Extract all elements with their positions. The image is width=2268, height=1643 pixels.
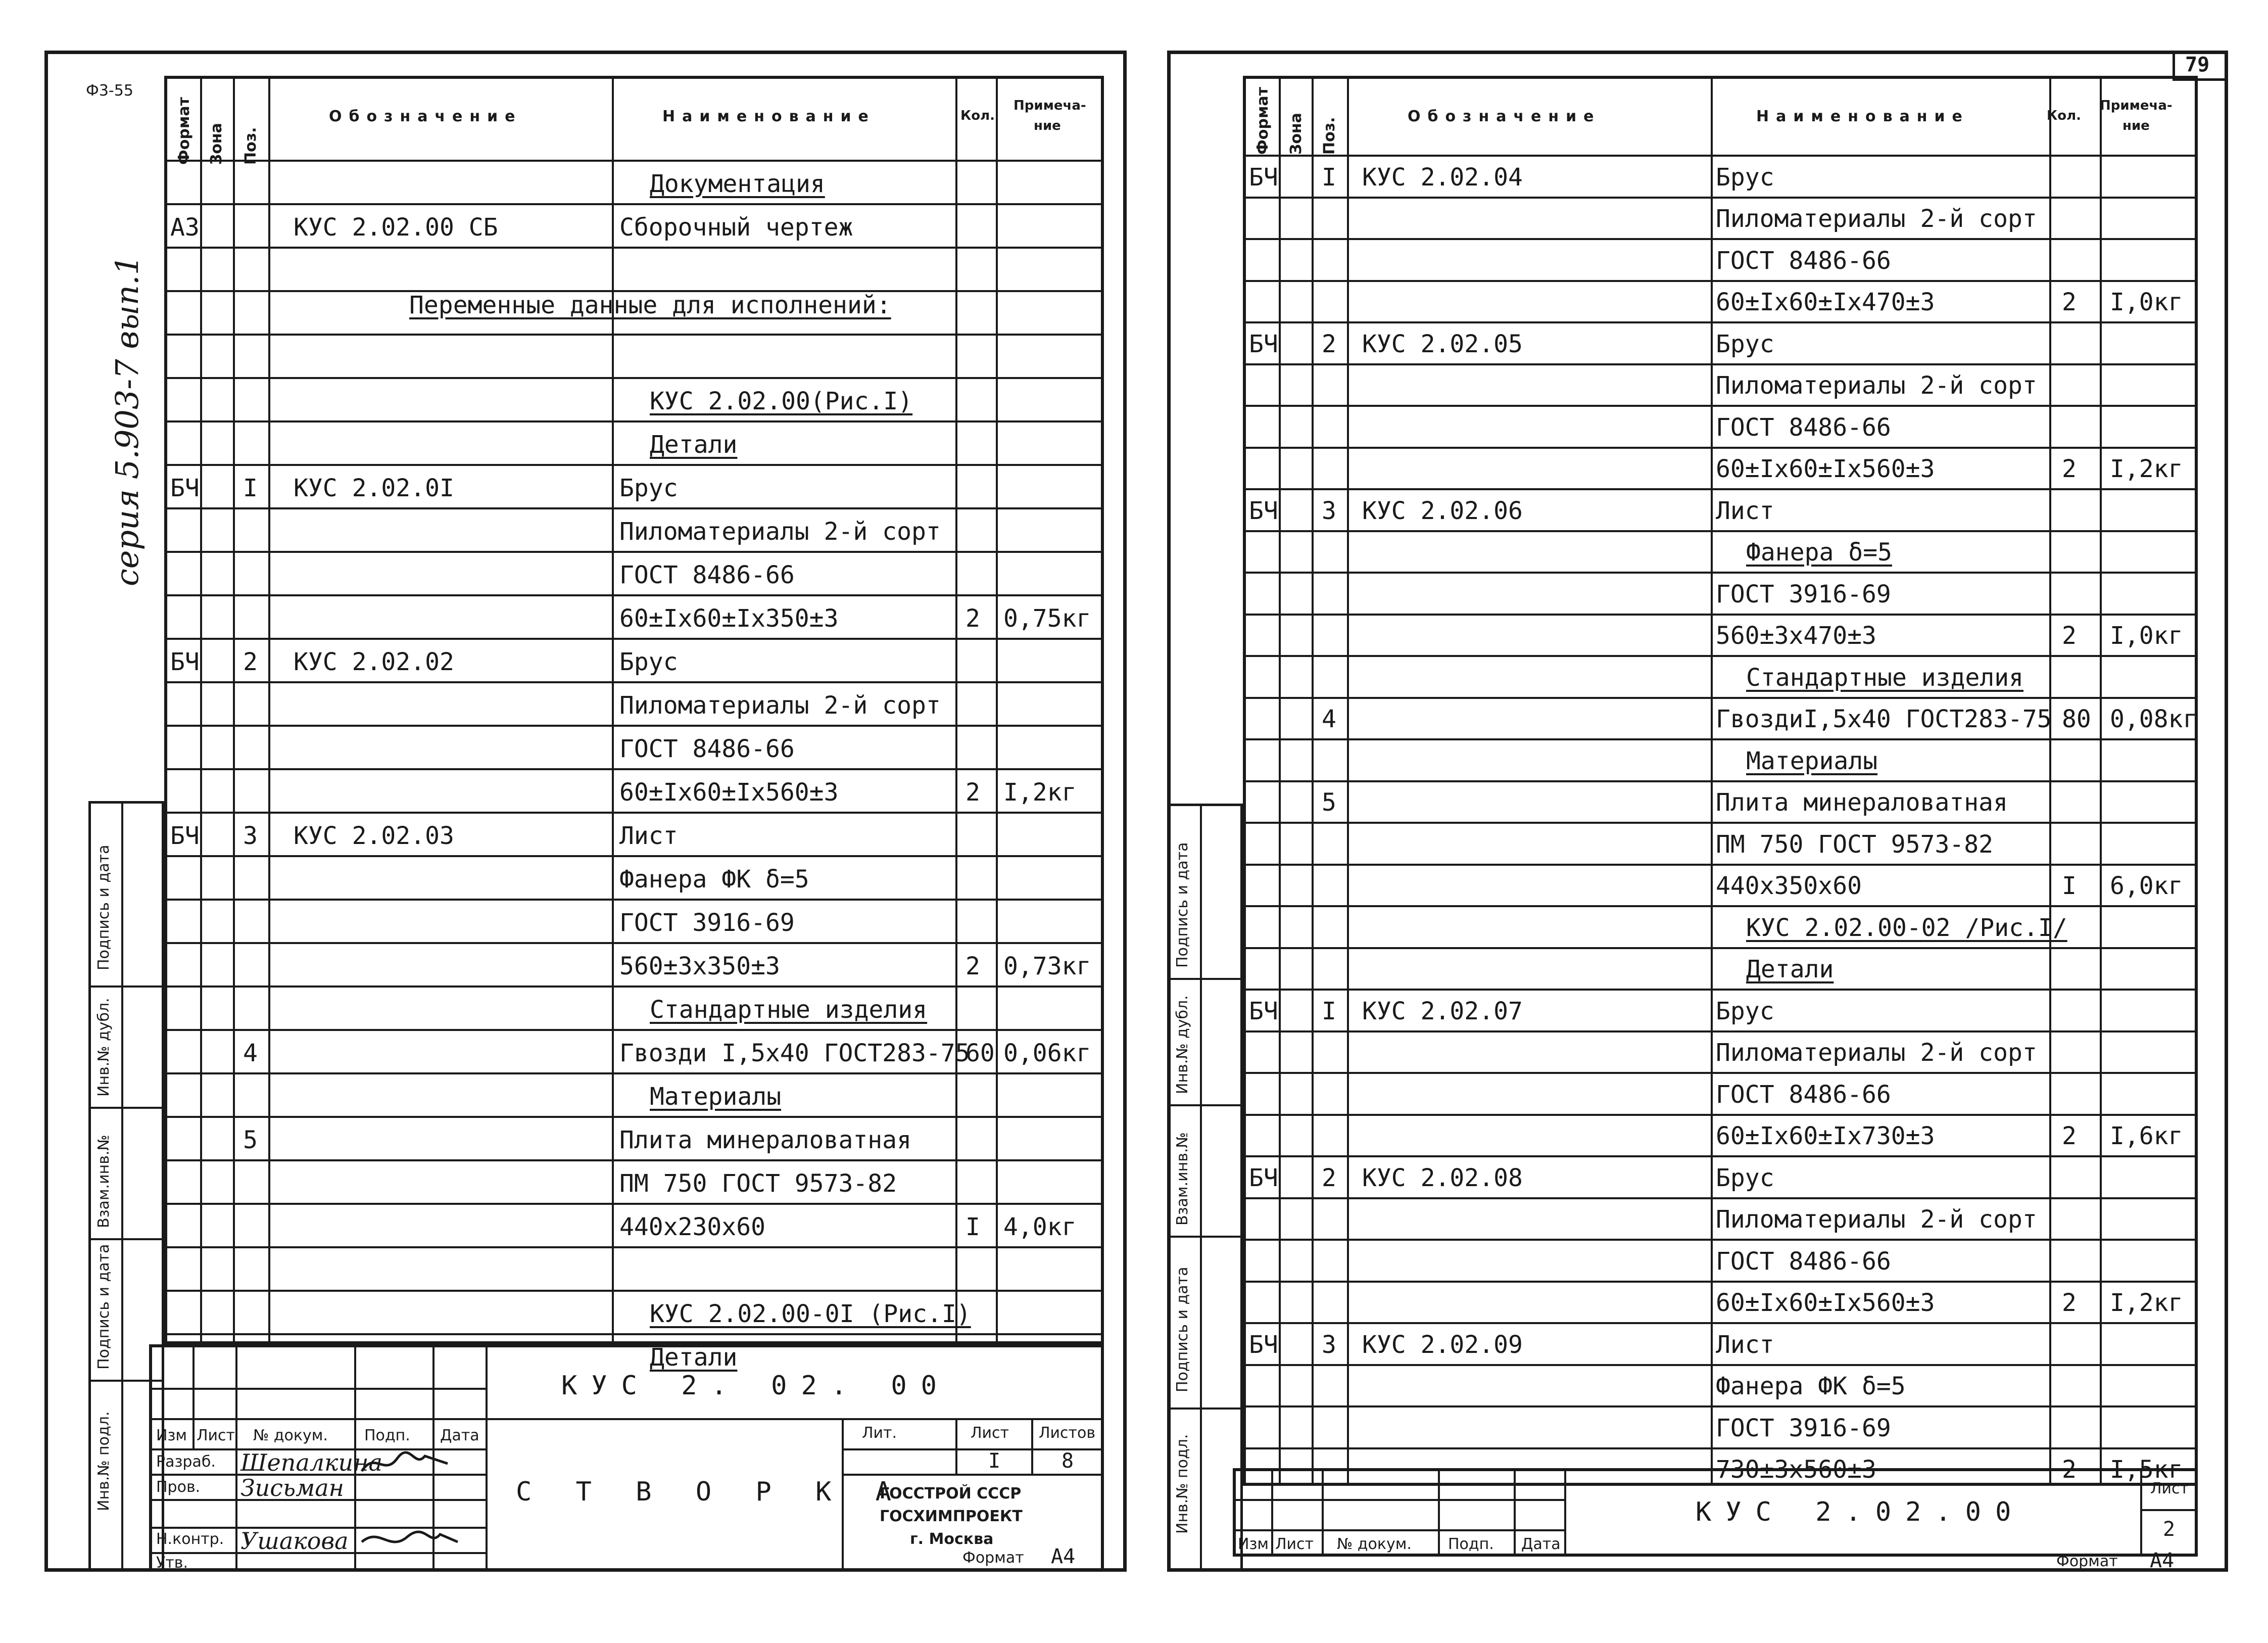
rightTable-row-18-name: КУС 2.02.00-02 /Рис.I/ bbox=[1746, 913, 2067, 942]
left-stamp-utv: Утв. bbox=[156, 1554, 188, 1572]
right-stamp-list-label: Лист bbox=[2150, 1480, 2189, 1497]
leftTable-row-20-qty: 60 bbox=[966, 1039, 995, 1067]
rightTable-row-4-designation: КУС 2.02.05 bbox=[1362, 330, 1523, 358]
signature-razrab bbox=[359, 1448, 450, 1479]
rightTable-row-7-name: 60±Iх60±Iх560±3 bbox=[1716, 455, 1935, 483]
left-stamp-title: С Т В О Р К А bbox=[516, 1477, 905, 1507]
leftTable-row-10-name: 60±Iх60±Iх350±3 bbox=[619, 604, 839, 633]
left-format-label: Формат bbox=[962, 1549, 1024, 1567]
leftTable-row-7-pos: I bbox=[243, 474, 258, 502]
right-stamp-izm: Изм bbox=[1238, 1535, 1269, 1553]
rightTable-row-10-name: ГОСТ 3916-69 bbox=[1716, 580, 1891, 608]
leftTable-row-15-format: БЧ bbox=[170, 822, 200, 850]
left-stamp-list: Лист bbox=[197, 1427, 235, 1444]
rightTable-row-23-qty: 2 bbox=[2062, 1122, 2077, 1150]
rightTable-row-28-designation: КУС 2.02.09 bbox=[1362, 1330, 1523, 1359]
left-stamp-code: КУС 2. 02. 00 bbox=[561, 1371, 951, 1401]
rightTable-row-7-qty: 2 bbox=[2062, 455, 2077, 483]
rightTable-row-27-name: 60±Iх60±Iх560±3 bbox=[1716, 1289, 1935, 1317]
hdr-qty: Кол. bbox=[960, 108, 995, 123]
rightTable-row-13-note: 0,08кг bbox=[2110, 705, 2198, 733]
left-stamp-org-1: ГОССТРОЙ СССР bbox=[880, 1485, 1022, 1503]
rightTable-row-23-note: I,6кг bbox=[2110, 1122, 2183, 1150]
side-vzam-inv: Взам.инв.№ bbox=[95, 1135, 113, 1228]
rightTable-row-28-name: Лист bbox=[1716, 1330, 1774, 1359]
leftTable-row-12-name: Пиломатериалы 2-й сорт bbox=[619, 691, 941, 720]
leftTable-row-20-name: Гвозди I,5х40 ГОСТ283-75 bbox=[619, 1039, 970, 1067]
rightTable-row-20-designation: КУС 2.02.07 bbox=[1362, 997, 1523, 1025]
rightTable-row-24-name: Брус bbox=[1716, 1163, 1774, 1192]
rightTable-row-30-name: ГОСТ 3916-69 bbox=[1716, 1414, 1891, 1442]
r-hdr-qty: Кол. bbox=[2047, 108, 2082, 123]
leftTable-row-1-format: А3 bbox=[170, 213, 200, 242]
rightTable-row-11-note: I,0кг bbox=[2110, 622, 2183, 650]
left-stamp-list-val: I bbox=[988, 1449, 1001, 1473]
rightTable-row-28-format: БЧ bbox=[1249, 1330, 1278, 1359]
r-side-inv-podl: Инв.№ подл. bbox=[1174, 1434, 1191, 1534]
signature-nkontr bbox=[359, 1524, 460, 1555]
rightTable-row-0-name: Брус bbox=[1716, 163, 1774, 192]
leftTable-row-7-format: БЧ bbox=[170, 474, 200, 502]
rightTable-row-6-name: ГОСТ 8486-66 bbox=[1716, 413, 1891, 442]
right-spec-table bbox=[1243, 76, 2198, 1486]
hdr-zone: Зона bbox=[208, 123, 225, 165]
hdr-name: Наименование bbox=[662, 108, 876, 125]
rightTable-row-12-name: Стандартные изделия bbox=[1746, 663, 2024, 692]
rightTable-row-13-name: ГвоздиI,5х40 ГОСТ283-75 bbox=[1716, 705, 2052, 733]
hdr-note-1: Примеча- bbox=[1014, 98, 1086, 113]
r-hdr-name: Наименование bbox=[1756, 108, 1969, 125]
side-inv-dubl: Инв.№ дубл. bbox=[95, 998, 113, 1097]
rightTable-row-1-name: Пиломатериалы 2-й сорт bbox=[1716, 205, 2037, 233]
r-hdr-zone: Зона bbox=[1287, 113, 1305, 155]
right-stamp-code: КУС 2.02.00 bbox=[1696, 1497, 2025, 1527]
leftTable-row-11-name: Брус bbox=[619, 648, 678, 676]
r-hdr-note-2: ние bbox=[2122, 118, 2150, 133]
leftTable-row-14-name: 60±Iх60±Iх560±3 bbox=[619, 778, 839, 807]
rightTable-row-13-pos: 4 bbox=[1322, 705, 1336, 733]
left-stamp-list-label: Лист bbox=[971, 1424, 1009, 1442]
leftTable-row-27-name: Детали bbox=[650, 1343, 738, 1372]
rightTable-row-4-format: БЧ bbox=[1249, 330, 1278, 358]
side-inv-podl: Инв.№ подл. bbox=[95, 1411, 113, 1511]
leftTable-row-20-pos: 4 bbox=[243, 1039, 258, 1067]
leftTable-row-15-name: Лист bbox=[619, 822, 678, 850]
left-format-value: А4 bbox=[1051, 1545, 1076, 1568]
r-hdr-format: Формат bbox=[1254, 87, 1272, 155]
rightTable-row-24-pos: 2 bbox=[1322, 1163, 1336, 1192]
variable-data-label: Переменные данные для исполнений: bbox=[409, 291, 891, 319]
hdr-pos: Поз. bbox=[242, 127, 260, 165]
rightTable-row-13-qty: 80 bbox=[2062, 705, 2091, 733]
leftTable-row-21-name: Материалы bbox=[650, 1083, 782, 1111]
left-form-code: Ф3-55 bbox=[86, 82, 133, 100]
hdr-note-2: ние bbox=[1034, 118, 1061, 133]
leftTable-row-9-name: ГОСТ 8486-66 bbox=[619, 561, 795, 589]
rightTable-row-31-note: I,5кг bbox=[2110, 1456, 2183, 1484]
rightTable-row-31-name: 730±3х560±3 bbox=[1716, 1456, 1876, 1484]
right-stamp-list: Лист bbox=[1275, 1535, 1314, 1553]
rightTable-row-16-name: ПМ 750 ГОСТ 9573-82 bbox=[1716, 830, 1994, 859]
right-side-strip bbox=[1167, 804, 1243, 1572]
left-stamp-doc: № докум. bbox=[253, 1427, 328, 1444]
series-label: серия 5.903-7 вып.1 bbox=[109, 255, 146, 586]
rightTable-row-19-name: Детали bbox=[1746, 955, 1834, 983]
right-format-label: Формат bbox=[2056, 1553, 2118, 1570]
left-spec-table bbox=[164, 76, 1104, 1372]
rightTable-row-23-name: 60±Iх60±Iх730±3 bbox=[1716, 1122, 1935, 1150]
right-stamp-doc: № докум. bbox=[1337, 1535, 1412, 1553]
leftTable-row-14-qty: 2 bbox=[966, 778, 980, 807]
rightTable-row-14-name: Материалы bbox=[1746, 746, 1878, 775]
rightTable-row-3-note: I,0кг bbox=[2110, 288, 2183, 316]
r-hdr-note-1: Примеча- bbox=[2100, 98, 2173, 113]
leftTable-row-19-name: Стандартные изделия bbox=[650, 996, 928, 1024]
leftTable-row-1-designation: КУС 2.02.00 СБ bbox=[294, 213, 498, 242]
rightTable-row-26-name: ГОСТ 8486-66 bbox=[1716, 1247, 1891, 1276]
rightTable-row-22-name: ГОСТ 8486-66 bbox=[1716, 1080, 1891, 1109]
r-hdr-pos: Поз. bbox=[1321, 117, 1338, 155]
left-stamp-org-3: г. Москва bbox=[910, 1530, 994, 1548]
leftTable-row-22-pos: 5 bbox=[243, 1126, 258, 1154]
r-hdr-designation: Обозначение bbox=[1408, 108, 1601, 125]
right-stamp-list-val: 2 bbox=[2163, 1518, 2176, 1541]
rightTable-row-24-designation: КУС 2.02.08 bbox=[1362, 1163, 1523, 1192]
side-podpis-data: Подпись и дата bbox=[95, 844, 113, 970]
leftTable-row-15-designation: КУС 2.02.03 bbox=[294, 822, 454, 850]
right-stamp-data: Дата bbox=[1521, 1535, 1561, 1553]
rightTable-row-0-pos: I bbox=[1322, 163, 1336, 192]
leftTable-row-7-designation: КУС 2.02.0I bbox=[294, 474, 454, 502]
left-stamp-data: Дата bbox=[440, 1427, 479, 1444]
right-format-value: А4 bbox=[2150, 1549, 2175, 1572]
leftTable-row-18-qty: 2 bbox=[966, 952, 980, 980]
rightTable-row-20-format: БЧ bbox=[1249, 997, 1278, 1025]
leftTable-row-26-name: КУС 2.02.00-0I (Рис.I) bbox=[650, 1300, 971, 1328]
rightTable-row-15-name: Плита минераловатная bbox=[1716, 788, 2008, 817]
leftTable-row-8-name: Пиломатериалы 2-й сорт bbox=[619, 518, 941, 546]
right-title-block bbox=[1233, 1468, 2198, 1557]
rightTable-row-25-name: Пиломатериалы 2-й сорт bbox=[1716, 1205, 2037, 1234]
leftTable-row-17-name: ГОСТ 3916-69 bbox=[619, 909, 795, 937]
leftTable-row-14-note: I,2кг bbox=[1003, 778, 1077, 807]
left-stamp-razrab: Разраб. bbox=[156, 1453, 216, 1471]
rightTable-row-11-name: 560±3х470±3 bbox=[1716, 622, 1876, 650]
left-stamp-org-2: ГОСХИМПРОЕКТ bbox=[880, 1508, 1023, 1525]
left-stamp-lit: Лит. bbox=[862, 1424, 897, 1442]
left-stamp-nkontr: Н.контр. bbox=[156, 1530, 224, 1548]
leftTable-row-16-name: Фанера ФК δ=5 bbox=[619, 865, 809, 894]
rightTable-row-17-qty: I bbox=[2062, 872, 2077, 900]
left-title-block bbox=[149, 1344, 1104, 1572]
r-side-podpis-data-2: Подпись и дата bbox=[1174, 1266, 1191, 1392]
rightTable-row-4-name: Брус bbox=[1716, 330, 1774, 358]
rightTable-row-7-note: I,2кг bbox=[2110, 455, 2183, 483]
r-side-inv-dubl: Инв.№ дубл. bbox=[1174, 995, 1191, 1094]
rightTable-row-9-name: Фанера δ=5 bbox=[1746, 538, 1892, 567]
r-side-vzam-inv: Взам.инв.№ bbox=[1174, 1132, 1191, 1226]
rightTable-row-8-format: БЧ bbox=[1249, 496, 1278, 525]
rightTable-row-24-format: БЧ bbox=[1249, 1163, 1278, 1192]
leftTable-row-6-name: Детали bbox=[650, 431, 738, 459]
leftTable-row-10-qty: 2 bbox=[966, 604, 980, 633]
rightTable-row-15-pos: 5 bbox=[1322, 788, 1336, 817]
left-stamp-nkontr-name: Ушакова bbox=[240, 1527, 349, 1555]
hdr-format: Формат bbox=[175, 97, 193, 165]
rightTable-row-20-name: Брус bbox=[1716, 997, 1774, 1025]
leftTable-row-18-note: 0,73кг bbox=[1003, 952, 1091, 980]
rightTable-row-8-designation: КУС 2.02.06 bbox=[1362, 496, 1523, 525]
leftTable-row-15-pos: 3 bbox=[243, 822, 258, 850]
leftTable-row-24-name: 440х230х60 bbox=[619, 1213, 765, 1241]
left-stamp-prov: Пров. bbox=[156, 1478, 201, 1496]
rightTable-row-8-name: Лист bbox=[1716, 496, 1774, 525]
rightTable-row-3-name: 60±Iх60±Iх470±3 bbox=[1716, 288, 1935, 316]
leftTable-row-7-name: Брус bbox=[619, 474, 678, 502]
leftTable-row-24-note: 4,0кг bbox=[1003, 1213, 1077, 1241]
rightTable-row-4-pos: 2 bbox=[1322, 330, 1336, 358]
rightTable-row-29-name: Фанера ФК δ=5 bbox=[1716, 1372, 1906, 1400]
leftTable-row-11-pos: 2 bbox=[243, 648, 258, 676]
leftTable-row-11-designation: КУС 2.02.02 bbox=[294, 648, 454, 676]
r-side-podpis-data: Подпись и дата bbox=[1174, 842, 1191, 968]
page-number: 79 bbox=[2185, 53, 2210, 76]
rightTable-row-0-format: БЧ bbox=[1249, 163, 1278, 192]
rightTable-row-31-qty: 2 bbox=[2062, 1456, 2077, 1484]
leftTable-row-10-note: 0,75кг bbox=[1003, 604, 1091, 633]
leftTable-row-0-name: Документация bbox=[650, 170, 825, 198]
rightTable-row-17-name: 440х350х60 bbox=[1716, 872, 1862, 900]
rightTable-row-28-pos: 3 bbox=[1322, 1330, 1336, 1359]
rightTable-row-5-name: Пиломатериалы 2-й сорт bbox=[1716, 371, 2037, 400]
side-podpis-data-2: Подпись и дата bbox=[95, 1244, 113, 1370]
left-stamp-listov-val: 8 bbox=[1061, 1449, 1074, 1473]
hdr-designation: Обозначение bbox=[329, 108, 522, 125]
leftTable-row-23-name: ПМ 750 ГОСТ 9573-82 bbox=[619, 1169, 897, 1198]
rightTable-row-8-pos: 3 bbox=[1322, 496, 1336, 525]
rightTable-row-27-qty: 2 bbox=[2062, 1289, 2077, 1317]
rightTable-row-3-qty: 2 bbox=[2062, 288, 2077, 316]
leftTable-row-24-qty: I bbox=[966, 1213, 980, 1241]
left-stamp-razrab-name: Шепалкина bbox=[240, 1449, 382, 1476]
rightTable-row-2-name: ГОСТ 8486-66 bbox=[1716, 246, 1891, 275]
leftTable-row-22-name: Плита минераловатная bbox=[619, 1126, 911, 1154]
rightTable-row-17-note: 6,0кг bbox=[2110, 872, 2183, 900]
leftTable-row-13-name: ГОСТ 8486-66 bbox=[619, 735, 795, 763]
leftTable-row-1-name: Сборочный чертеж bbox=[619, 213, 853, 242]
right-stamp-podp: Подп. bbox=[1448, 1535, 1494, 1553]
leftTable-row-20-note: 0,06кг bbox=[1003, 1039, 1091, 1067]
left-stamp-podp: Подп. bbox=[364, 1427, 410, 1444]
rightTable-row-27-note: I,2кг bbox=[2110, 1289, 2183, 1317]
leftTable-row-5-name: КУС 2.02.00(Рис.I) bbox=[650, 387, 913, 415]
rightTable-row-0-designation: КУС 2.02.04 bbox=[1362, 163, 1523, 192]
leftTable-row-11-format: БЧ bbox=[170, 648, 200, 676]
rightTable-row-21-name: Пиломатериалы 2-й сорт bbox=[1716, 1039, 2037, 1067]
left-stamp-prov-name: Зисьман bbox=[240, 1474, 344, 1501]
rightTable-row-20-pos: I bbox=[1322, 997, 1336, 1025]
rightTable-row-11-qty: 2 bbox=[2062, 622, 2077, 650]
left-stamp-izm: Изм bbox=[156, 1427, 187, 1444]
left-stamp-listov-label: Листов bbox=[1039, 1424, 1096, 1442]
leftTable-row-18-name: 560±3х350±3 bbox=[619, 952, 780, 980]
